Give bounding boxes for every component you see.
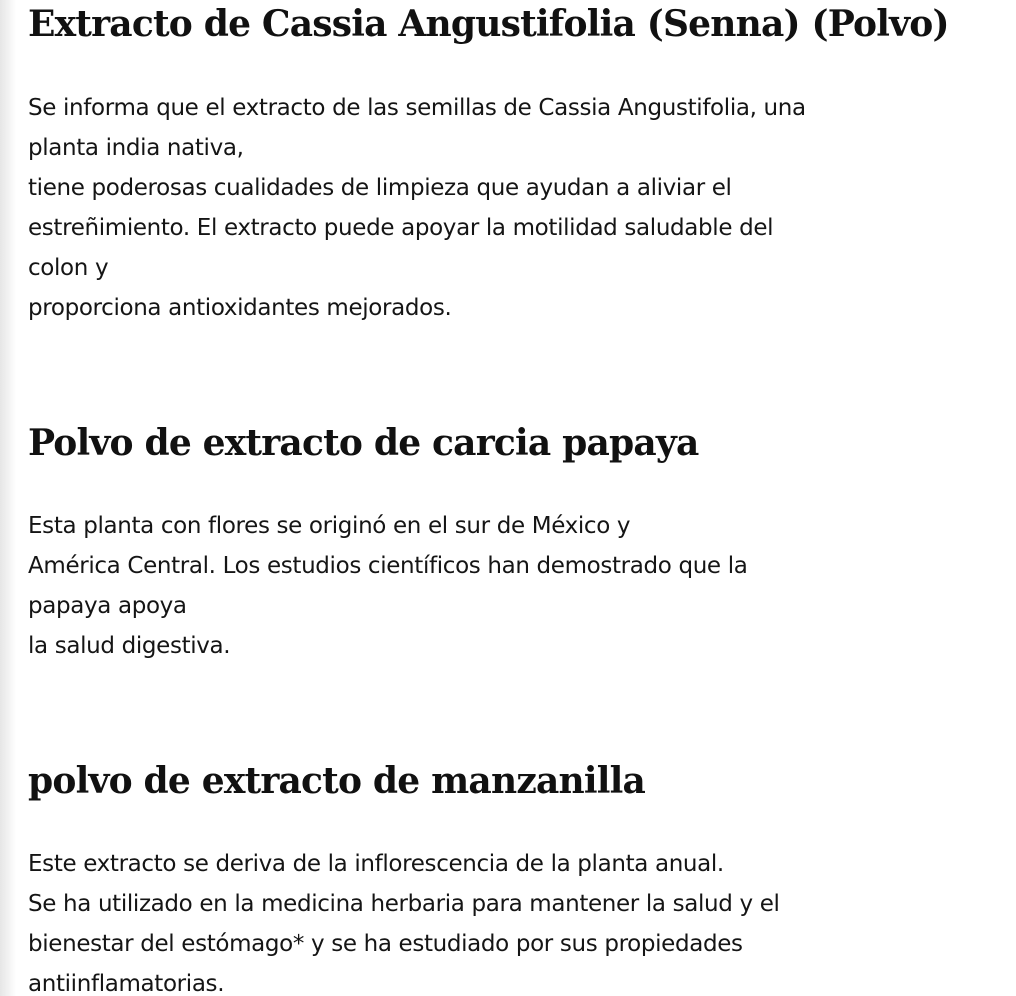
body-line: la salud digestiva. xyxy=(28,633,231,659)
body-line: proporciona antioxidantes mejorados. xyxy=(28,295,452,321)
body-line: tiene poderosas cualidades de limpieza que ayudan a aliviar el xyxy=(28,175,732,201)
body-line: estreñimiento. El extracto puede apoyar la motilidad saludable del xyxy=(28,215,774,241)
section-title-papaya: Polvo de extracto de carcia papaya xyxy=(28,422,699,464)
body-line: Se informa que el extracto de las semillas de Cassia Angustifolia, una xyxy=(28,95,806,121)
section-papaya xyxy=(28,419,988,666)
body-line: bienestar del estómago* y se ha estudiado por sus propiedades xyxy=(28,931,743,957)
article-content xyxy=(28,0,988,996)
body-line: Este extracto se deriva de la inflorescencia de la planta anual. xyxy=(28,851,724,877)
section-title-senna: Extracto de Cassia Angustifolia (Senna) (Polvo) xyxy=(28,3,949,45)
body-line: papaya apoya xyxy=(28,593,187,619)
section-body-chamomile xyxy=(28,844,988,996)
body-line: América Central. Los estudios científicos han demostrado que la xyxy=(28,553,748,579)
body-line: Se ha utilizado en la medicina herbaria para mantener la salud y el xyxy=(28,891,780,917)
section-title-chamomile: polvo de extracto de manzanilla xyxy=(28,760,646,802)
body-line: colon y xyxy=(28,255,109,281)
body-line: Esta planta con flores se originó en el sur de México y xyxy=(28,513,631,539)
body-line: planta india nativa, xyxy=(28,135,244,161)
section-chamomile xyxy=(28,757,988,996)
section-senna xyxy=(28,0,988,328)
section-body-senna xyxy=(28,88,988,328)
section-body-papaya xyxy=(28,506,988,666)
left-edge-shadow xyxy=(0,0,16,996)
body-line: antiinflamatorias. xyxy=(28,971,225,996)
